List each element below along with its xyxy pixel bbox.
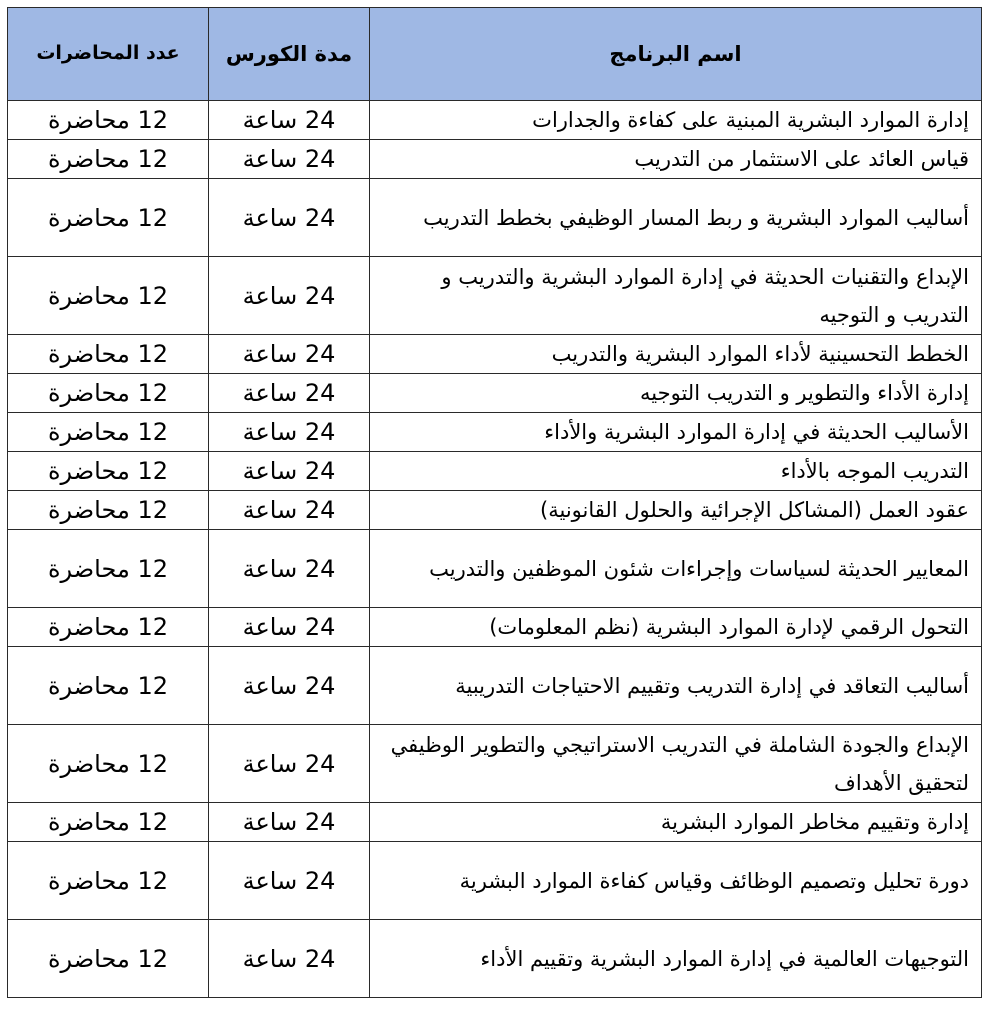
program-name-cell: الأساليب الحديثة في إدارة الموارد البشرية والأداء — [370, 413, 982, 452]
lecture-count-cell: 12 محاضرة — [8, 842, 209, 920]
lecture-count-cell: 12 محاضرة — [8, 920, 209, 998]
table-row — [8, 647, 982, 725]
duration-cell: 24 ساعة — [209, 842, 370, 920]
duration-cell: 24 ساعة — [209, 491, 370, 530]
duration-cell: 24 ساعة — [209, 803, 370, 842]
duration-cell: 24 ساعة — [209, 374, 370, 413]
table-row — [8, 257, 982, 335]
lecture-count-cell: 12 محاضرة — [8, 647, 209, 725]
program-name-cell: إدارة وتقييم مخاطر الموارد البشرية — [370, 803, 982, 842]
program-name-cell: إدارة الموارد البشرية المبنية على كفاءة والجدارات — [370, 101, 982, 140]
table-row — [8, 491, 982, 530]
programs-sheet — [7, 7, 981, 998]
table-row — [8, 725, 982, 803]
duration-cell: 24 ساعة — [209, 101, 370, 140]
table-header — [8, 8, 982, 101]
table-row — [8, 803, 982, 842]
lecture-count-cell: 12 محاضرة — [8, 452, 209, 491]
lecture-count-cell: 12 محاضرة — [8, 335, 209, 374]
lecture-count-cell: 12 محاضرة — [8, 140, 209, 179]
table-row — [8, 374, 982, 413]
table-row — [8, 179, 982, 257]
table-row — [8, 842, 982, 920]
lecture-count-cell: 12 محاضرة — [8, 491, 209, 530]
program-name-cell: الإبداع والتقنيات الحديثة في إدارة الموارد البشرية والتدريب و التدريب و التوجيه — [370, 257, 982, 335]
program-name-cell: دورة تحليل وتصميم الوظائف وقياس كفاءة الموارد البشرية — [370, 842, 982, 920]
lecture-count-cell: 12 محاضرة — [8, 257, 209, 335]
table-row — [8, 920, 982, 998]
program-name-cell: أساليب التعاقد في إدارة التدريب وتقييم الاحتياجات التدريبية — [370, 647, 982, 725]
program-name-cell: قياس العائد على الاستثمار من التدريب — [370, 140, 982, 179]
program-name-cell: المعايير الحديثة لسياسات وإجراءات شئون الموظفين والتدريب — [370, 530, 982, 608]
duration-cell: 24 ساعة — [209, 530, 370, 608]
lecture-count-cell: 12 محاضرة — [8, 179, 209, 257]
lecture-count-cell: 12 محاضرة — [8, 803, 209, 842]
program-name-cell: أساليب الموارد البشرية و ربط المسار الوظيفي بخطط التدريب — [370, 179, 982, 257]
duration-cell: 24 ساعة — [209, 725, 370, 803]
header-program-name: اسم البرنامج — [370, 8, 982, 101]
table-row — [8, 413, 982, 452]
duration-cell: 24 ساعة — [209, 608, 370, 647]
lecture-count-cell: 12 محاضرة — [8, 608, 209, 647]
duration-cell: 24 ساعة — [209, 452, 370, 491]
program-name-cell: عقود العمل (المشاكل الإجرائية والحلول القانونية) — [370, 491, 982, 530]
program-name-cell: التحول الرقمي لإدارة الموارد البشرية (نظم المعلومات) — [370, 608, 982, 647]
duration-cell: 24 ساعة — [209, 647, 370, 725]
lecture-count-cell: 12 محاضرة — [8, 101, 209, 140]
program-name-cell: التدريب الموجه بالأداء — [370, 452, 982, 491]
table-row — [8, 140, 982, 179]
lecture-count-cell: 12 محاضرة — [8, 374, 209, 413]
lecture-count-cell: 12 محاضرة — [8, 725, 209, 803]
duration-cell: 24 ساعة — [209, 179, 370, 257]
program-name-cell: إدارة الأداء والتطوير و التدريب التوجيه — [370, 374, 982, 413]
program-name-cell: التوجيهات العالمية في إدارة الموارد البشرية وتقييم الأداء — [370, 920, 982, 998]
header-row — [8, 8, 982, 101]
programs-table — [7, 7, 982, 998]
duration-cell: 24 ساعة — [209, 920, 370, 998]
duration-cell: 24 ساعة — [209, 413, 370, 452]
duration-cell: 24 ساعة — [209, 257, 370, 335]
header-lecture-count: عدد المحاضرات — [8, 8, 209, 101]
table-row — [8, 101, 982, 140]
header-course-duration: مدة الكورس — [209, 8, 370, 101]
program-name-cell: الخطط التحسينية لأداء الموارد البشرية والتدريب — [370, 335, 982, 374]
table-row — [8, 335, 982, 374]
table-row — [8, 530, 982, 608]
lecture-count-cell: 12 محاضرة — [8, 413, 209, 452]
program-name-cell: الإبداع والجودة الشاملة في التدريب الاستراتيجي والتطوير الوظيفي لتحقيق الأهداف — [370, 725, 982, 803]
table-body — [8, 101, 982, 998]
table-row — [8, 608, 982, 647]
duration-cell: 24 ساعة — [209, 335, 370, 374]
table-row — [8, 452, 982, 491]
duration-cell: 24 ساعة — [209, 140, 370, 179]
lecture-count-cell: 12 محاضرة — [8, 530, 209, 608]
